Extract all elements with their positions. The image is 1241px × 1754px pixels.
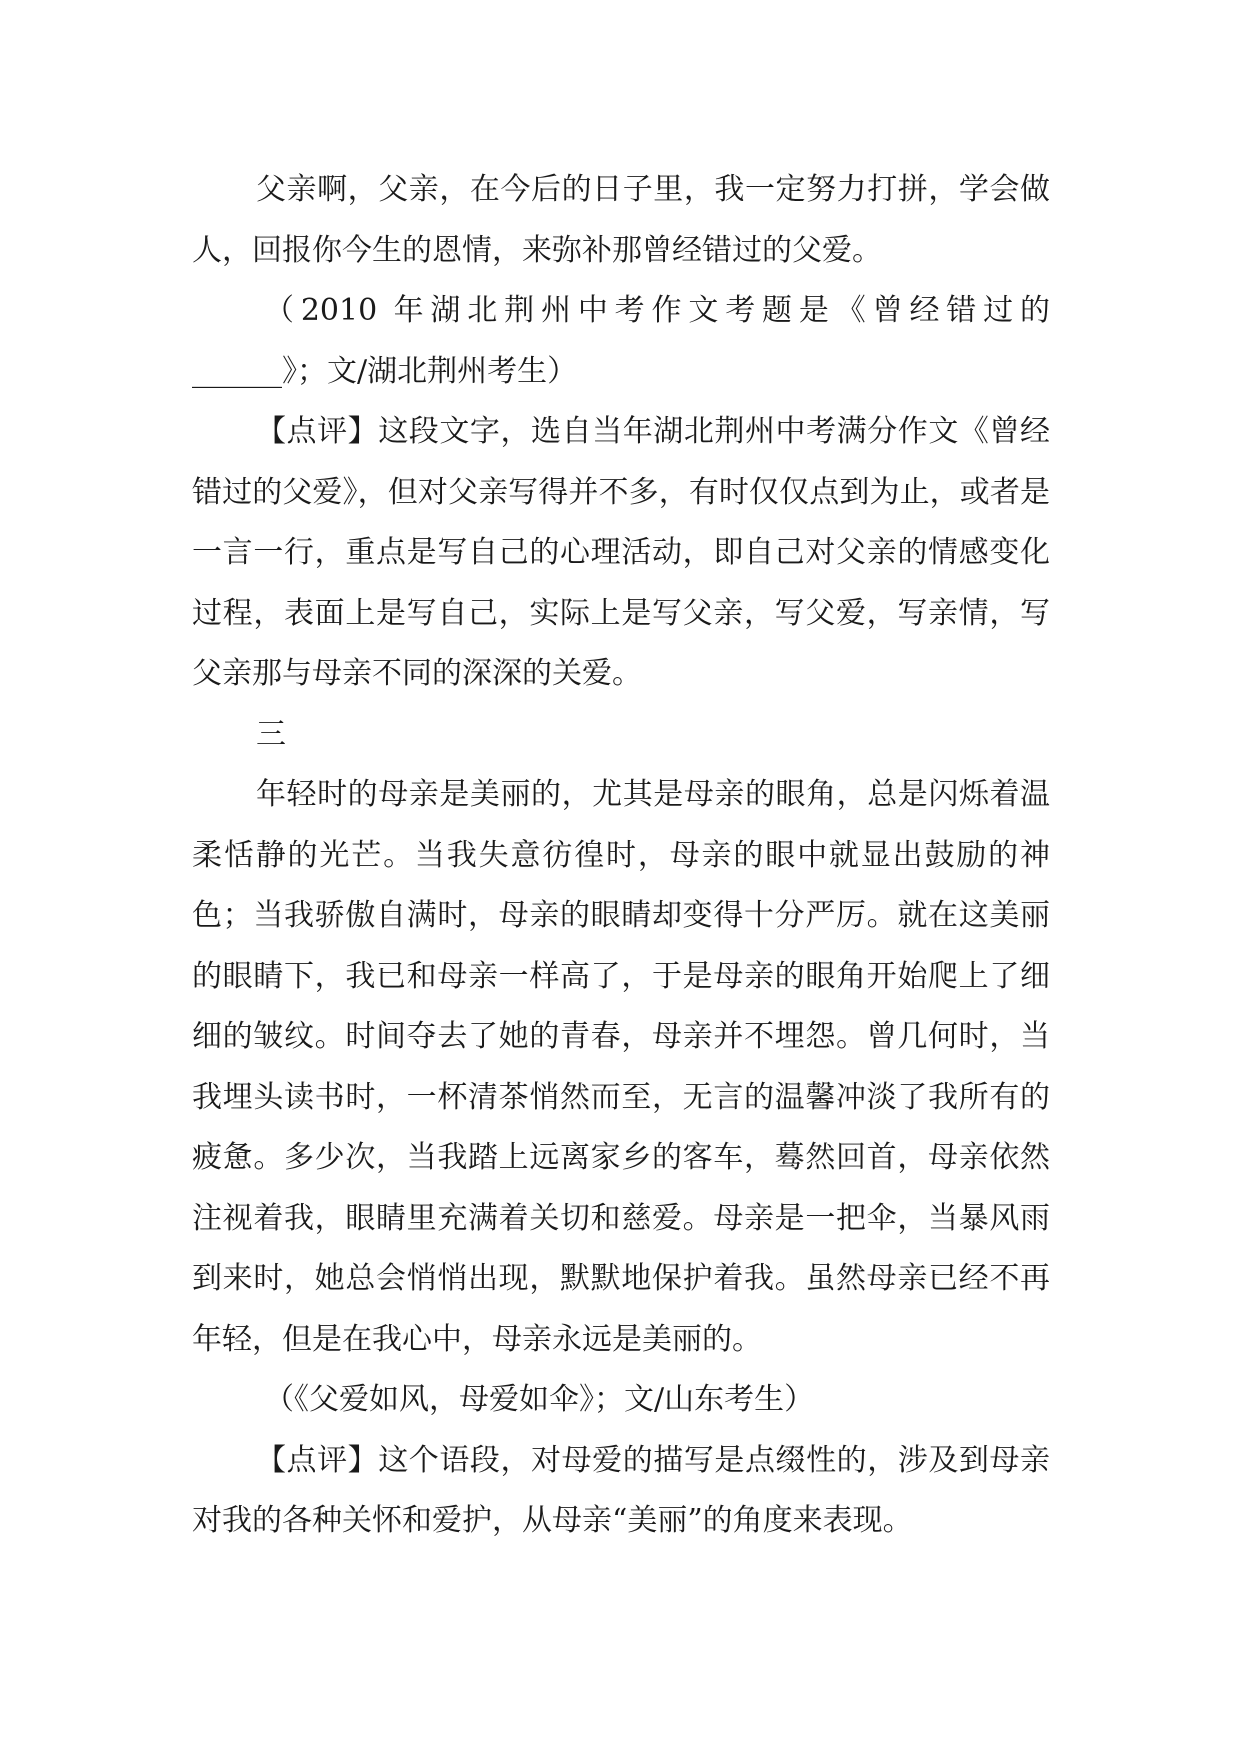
document-body bbox=[192, 160, 1050, 1552]
paragraph-mother-essay: 年轻时的母亲是美丽的，尤其是母亲的眼角，总是闪烁着温柔恬静的光芒。当我失意彷徨时，母亲的眼中就显出鼓励的神色；当我骄傲自满时，母亲的眼睛却变得十分严厉。就在这美丽的眼睛下，我已和母亲一样高了，于是母亲的眼角开始爬上了细细的皱纹。时间夺去了她的青春，母亲并不埋怨。曾几何时，当我埋头读书时，一杯清茶悄然而至，无言的温馨冲淡了我所有的疲惫。多少次，当我踏上远离家乡的客车，蓦然回首，母亲依然注视着我，眼睛里充满着关切和慈爱。母亲是一把伞，当暴风雨到来时，她总会悄悄出现，默默地保护着我。虽然母亲已经不再年轻，但是在我心中，母亲永远是美丽的。 bbox=[192, 777, 1050, 1357]
paragraph-source-note: （2010 年湖北荆州中考作文考题是《曾经错过的______》；文/湖北荆州考生） bbox=[192, 293, 1050, 389]
paragraph-comment: 【点评】这段文字，选自当年湖北荆州中考满分作文《曾经错过的父爱》，但对父亲写得并不多，有时仅仅点到为止，或者是一言一行，重点是写自己的心理活动，即自己对父亲的情感变化过程，表面上是写自己，实际上是写父亲，写父爱，写亲情，写父亲那与母亲不同的深深的关爱。 bbox=[192, 414, 1050, 691]
paragraph-source-note: （《父爱如风，母爱如伞》；文/山东考生） bbox=[264, 1382, 815, 1417]
paragraph-comment: 【点评】这个语段，对母爱的描写是点缀性的，涉及到母亲对我的各种关怀和爱护，从母亲“美丽”的角度来表现。 bbox=[192, 1442, 1050, 1538]
section-number: 三 bbox=[256, 716, 286, 752]
paragraph-father-conclusion: 父亲啊，父亲，在今后的日子里，我一定努力打拼，学会做人，回报你今生的恩情，来弥补那曾经错过的父爱。 bbox=[192, 172, 1050, 268]
